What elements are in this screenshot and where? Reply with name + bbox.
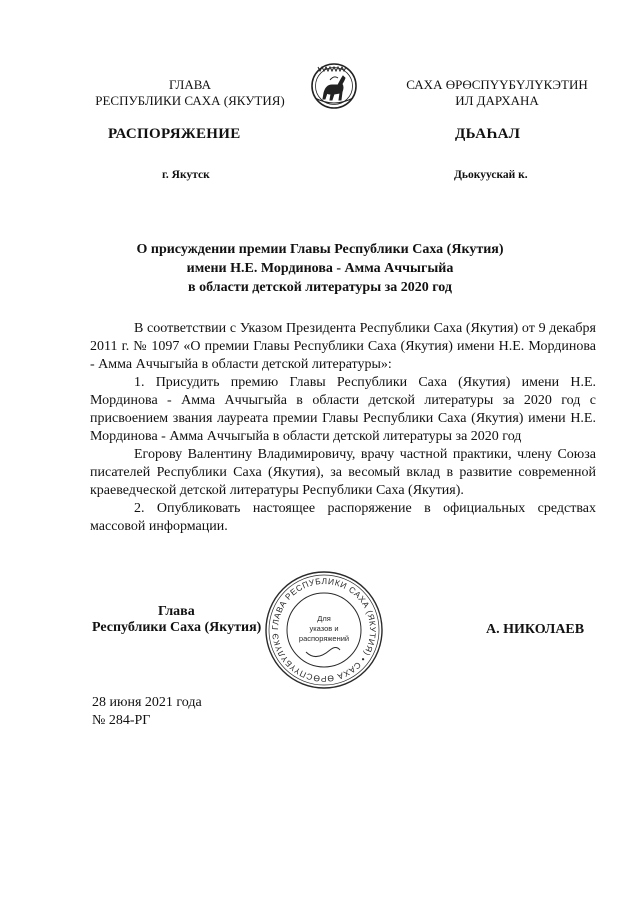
header-right-line1: САХА ӨРӨСПҮҮБҮЛҮКЭТИН (406, 77, 588, 92)
document-date: 28 июня 2021 года (92, 695, 202, 710)
intro-paragraph: В соответствии с Указом Президента Республики Саха (Якутия) от 9 декабря 2011 г. № 1097 «О премии Главы Республики Саха (Якутия) имени Н.Е. Мординова - Амма Аччыгыйа в области детской литературы»: (90, 321, 596, 372)
city-sah: Дьокуускай к. (454, 169, 528, 181)
stamp-center-line1: Для (317, 614, 331, 623)
item-1-paragraph: 1. Присудить премию Главы Республики Саха (Якутия) имени Н.Е. Мординова - Амма Аччыгыйа в области детской литературы за 2020 год с присвоением звания лауреата премии Главы Республики Саха (Якутия) имени Н.Е. Мординова - Амма Аччыгыйа в области детской литературы за 2020 год (90, 375, 596, 444)
document-subject (90, 240, 550, 297)
item-2-paragraph: 2. Опубликовать настоящее распоряжение в официальных средствах массовой информации. (90, 501, 596, 534)
signatory-name: А. НИКОЛАЕВ (486, 622, 585, 637)
stamp-center-line2: указов и (309, 624, 339, 633)
header-left (70, 77, 310, 109)
header-left-line1: ГЛАВА (169, 77, 211, 92)
signatory-title-line2: Республики Саха (Якутия) (92, 620, 262, 635)
subject-line2: имени Н.Е. Мординова - Амма Аччыгыйа (186, 261, 454, 276)
document-type-sah: ДЬАҺАЛ (455, 126, 521, 142)
city-ru: г. Якутск (162, 169, 210, 181)
stamp-outer-text: ГЛАВА РЕСПУБЛИКИ САХА (ЯКУТИЯ) • САХА ӨРӨСПҮҮБҮЛҮКЭ (269, 575, 379, 685)
laureate-paragraph: Егорову Валентину Владимировичу, врачу частной практики, члену Союза писателей Республики Саха (Якутия), за весомый вклад в развитие современной краеведческой детской литературы Республики Саха (Якутия). (90, 447, 596, 498)
document-number: № 284-РГ (92, 713, 151, 728)
subject-line3: в области детской литературы за 2020 год (188, 280, 452, 295)
subject-line1: О присуждении премии Главы Республики Саха (Якутия) (136, 242, 504, 257)
document-type-ru: РАСПОРЯЖЕНИЕ (108, 126, 241, 142)
header-right-line2: ИЛ ДАРХАНА (455, 93, 539, 108)
header-left-line2: РЕСПУБЛИКИ САХА (ЯКУТИЯ) (95, 93, 285, 108)
signatory-title (92, 604, 272, 636)
stamp-center-line3: распоряжений (298, 634, 350, 643)
document-body (90, 320, 596, 536)
coat-of-arms-emblem (304, 58, 364, 110)
header-right (372, 77, 622, 109)
signatory-title-line1: Глава (158, 604, 195, 619)
document-footer (92, 694, 202, 730)
official-seal-stamp (262, 568, 386, 692)
